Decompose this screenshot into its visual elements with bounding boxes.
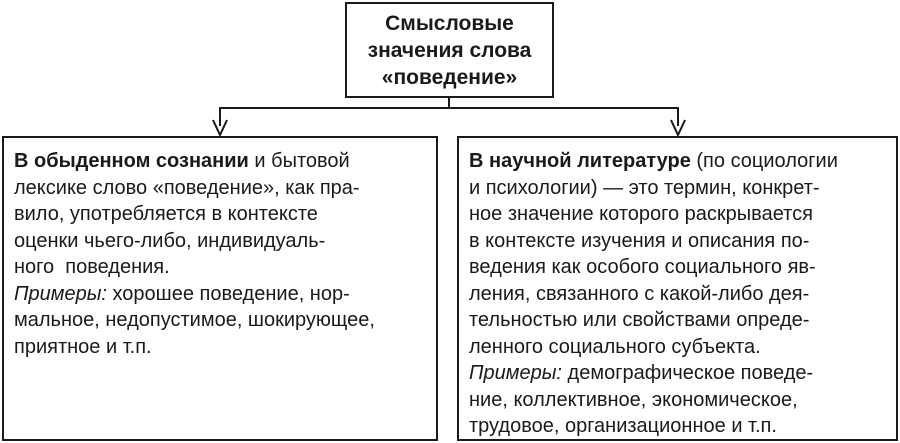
box-heading: В обыденном сознании	[14, 150, 249, 172]
text-line: ное значение которого раскрывается	[469, 203, 813, 225]
text-line: ведения как особого социального яв-	[469, 256, 816, 278]
everyday-meaning-box	[2, 136, 438, 441]
examples-text: демографическое поведе-	[561, 362, 814, 384]
text-line: тельностью или свойствами опреде-	[469, 309, 810, 331]
text-line: ления, связанного с какой-либо дея-	[469, 282, 810, 305]
examples-label: Примеры:	[14, 282, 107, 305]
text-line	[469, 148, 888, 175]
top-concept-title	[368, 10, 532, 91]
text-line: в контексте изучения и описания по-	[469, 229, 810, 252]
text-line: ного поведения.	[14, 256, 170, 278]
scientific-meaning-box	[457, 136, 898, 441]
text-line: вило, употребляется в контексте	[14, 203, 318, 225]
body-text: (по социологии	[690, 150, 838, 172]
examples-text: хорошее поведение, нор-	[106, 282, 350, 305]
text-line: и психологии) — это термин, конкрет-	[469, 176, 820, 199]
body-text: и бытовой	[248, 150, 350, 172]
text-line: ние, коллективное, экономическое,	[469, 388, 798, 411]
text-line	[14, 148, 428, 175]
title-line: Смысловые	[385, 11, 514, 35]
text-line	[469, 360, 888, 387]
box-heading: В научной литературе	[469, 150, 691, 172]
text-line: оценки чьего-либо, индивидуаль-	[14, 229, 326, 252]
examples-label: Примеры:	[469, 362, 562, 384]
text-line: мальное, недопустимое, шокирующее,	[14, 309, 375, 331]
text-line: приятное и т.п.	[14, 335, 152, 358]
text-line: лексике слово «поведение», как пра-	[14, 176, 360, 199]
text-line	[14, 281, 428, 308]
title-line: значения слова	[367, 38, 532, 62]
text-line: ленного социального субъекта.	[469, 335, 761, 358]
top-concept-box	[345, 2, 554, 98]
text-line: трудовое, организационное и т.п.	[469, 415, 777, 437]
title-line: «поведение»	[381, 65, 518, 89]
